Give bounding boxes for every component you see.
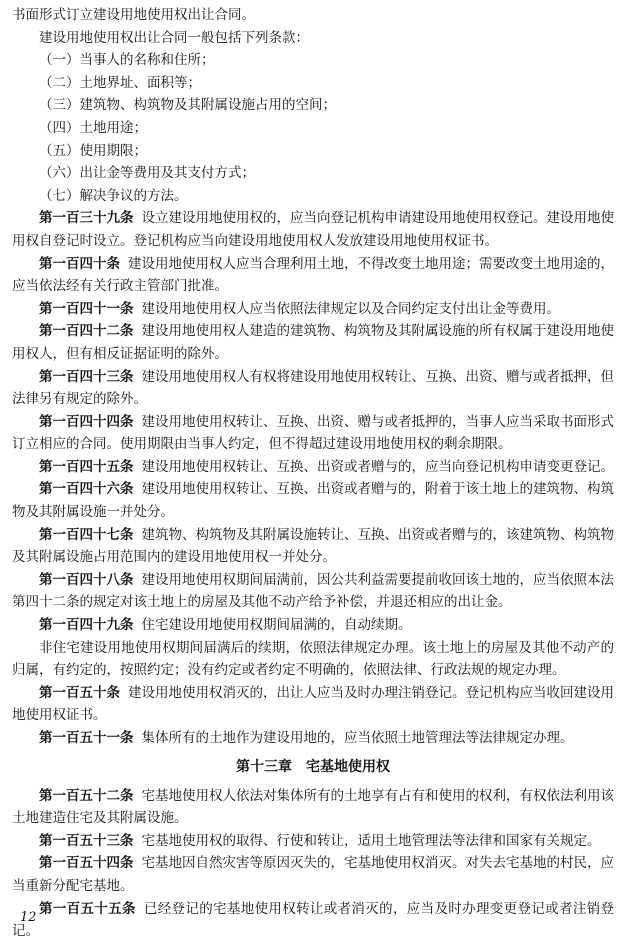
article-paragraph — [12, 478, 614, 523]
article-paragraph — [12, 524, 614, 569]
clause-list-item: （六）出让金等费用及其支付方式； — [39, 165, 255, 182]
body-paragraph: 建设用地使用权出让合同一般包括下列条款： — [39, 29, 309, 46]
article-text: 建设用地使用权消灭的，出让人应当及时办理注销登记。登记机构应当收回建设用地使用权证书。 — [12, 684, 614, 724]
article-paragraph — [12, 852, 614, 897]
article-number: 第一百四十四条 — [39, 413, 134, 430]
article-text: 建设用地使用权期间届满前，因公共利益需要提前收回该土地的，应当依照本法第四十二条的规定对该土地上的房屋及其他不动产给予补偿，并退还相应的出让金。 — [12, 571, 614, 611]
article-text: 已经登记的宅基地使用权转让或者消灭的，应当及时办理变更登记或者注销登记。 — [12, 900, 615, 940]
article-text: 集体所有的土地作为建设用地的，应当依照土地管理法等法律规定办理。 — [141, 730, 574, 746]
page-number: 12 — [20, 910, 37, 925]
clause-list-item: （四）土地用途； — [39, 119, 147, 136]
article-number: 第一百五十条 — [39, 684, 120, 701]
clause-list-item: （三）建筑物、构筑物及其附属设施占用的空间； — [39, 97, 336, 114]
clause-list-item: （七）解决争议的方法。 — [39, 187, 188, 204]
article-number: 第一百四十三条 — [39, 368, 134, 385]
chapter-heading: 第十三章 宅基地使用权 — [236, 758, 390, 775]
article-paragraph — [12, 614, 614, 637]
article-paragraph — [12, 207, 614, 252]
article-text: 建筑物、构筑物及其附属设施转让、互换、出资或者赠与的，该建筑物、构筑物及其附属设施占用范围内的建设用地使用权一并处分。 — [12, 526, 614, 566]
body-paragraph: 书面形式订立建设用地使用权出让合同。 — [12, 7, 255, 23]
article-number: 第一百四十九条 — [39, 617, 134, 634]
article-paragraph — [12, 366, 614, 411]
article-text: 建设用地使用权人应当合理利用土地，不得改变土地用途；需要改变土地用途的，应当依法经有关行政主管部门批准。 — [12, 255, 614, 295]
article-paragraph — [12, 411, 614, 456]
article-number: 第一百五十一条 — [39, 730, 134, 746]
article-paragraph — [12, 830, 614, 853]
article-text: 建设用地使用权人有权将建设用地使用权转让、互换、出资、赠与或者抵押，但法律另有规定的除外。 — [12, 368, 614, 408]
article-paragraph — [12, 253, 614, 298]
article-number: 第一百四十二条 — [39, 323, 134, 340]
article-text: 住宅建设用地使用权期间届满的，自动续期。 — [141, 617, 412, 634]
article-paragraph — [12, 898, 614, 943]
article-number: 第一百四十五条 — [39, 458, 134, 475]
article-text: 建设用地使用权转让、互换、出资、赠与或者抵押的，当事人应当采取书面形式订立相应的合同。使用期限由当事人约定，但不得超过建设用地使用权的剩余期限。 — [12, 413, 614, 453]
article-paragraph — [12, 785, 614, 830]
article-text: 宅基地使用权人依法对集体所有的土地享有占有和使用的权利，有权依法利用该土地建造住宅及其附属设施。 — [12, 787, 614, 827]
article-number: 第一百四十七条 — [39, 526, 134, 543]
clause-list-item: （五）使用期限； — [39, 142, 147, 159]
article-paragraph — [12, 682, 614, 727]
article-text: 建设用地使用权转让、互换、出资或者赠与的，应当向登记机构申请变更登记。 — [141, 458, 614, 475]
article-text: 设立建设用地使用权的，应当向登记机构申请建设用地使用权登记。建设用地使用权自登记时设立。登记机构应当向建设用地使用权人发放建设用地使用权证书。 — [12, 210, 614, 249]
article-number: 第一百三十九条 — [39, 210, 134, 227]
article-number: 第一百四十条 — [39, 255, 120, 272]
article-text: 建设用地使用权人建造的建筑物、构筑物及其附属设施的所有权属于建设用地使用权人，但有相反证据证明的除外。 — [12, 323, 614, 362]
article-paragraph — [12, 727, 614, 750]
article-number: 第一百五十五条 — [39, 900, 136, 917]
document-body — [12, 4, 614, 943]
body-paragraph: 非住宅建设用地使用权期间届满后的续期，依照法律规定办理。该土地上的房屋及其他不动产的归属，有约定的，按照约定；没有约定或者约定不明确的，依照法律、行政法规的规定办理。 — [12, 639, 614, 679]
article-number: 第一百四十一条 — [39, 300, 134, 317]
article-text: 建设用地使用权人应当依照法律规定以及合同约定支付出让金等费用。 — [141, 300, 560, 317]
article-text: 宅基地因自然灾害等原因灭失的，宅基地使用权消灭。对失去宅基地的村民，应当重新分配宅基地。 — [12, 855, 614, 894]
article-number: 第一百五十二条 — [39, 787, 134, 804]
article-text: 建设用地使用权转让、互换、出资或者赠与的，附着于该土地上的建筑物、构筑物及其附属设施一并处分。 — [12, 481, 614, 521]
article-number: 第一百五十四条 — [39, 855, 134, 872]
article-text: 宅基地使用权的取得、行使和转让，适用土地管理法等法律和国家有关规定。 — [141, 832, 601, 849]
article-paragraph — [12, 320, 614, 365]
article-number: 第一百五十三条 — [39, 832, 134, 849]
article-paragraph — [12, 569, 614, 614]
article-number: 第一百四十八条 — [39, 571, 134, 588]
clause-list-item: （二）土地界址、面积等； — [39, 74, 201, 91]
clause-list-item: （一）当事人的名称和住所； — [39, 52, 215, 69]
article-number: 第一百四十六条 — [39, 481, 134, 498]
article-paragraph — [12, 298, 614, 321]
article-paragraph — [12, 456, 614, 479]
